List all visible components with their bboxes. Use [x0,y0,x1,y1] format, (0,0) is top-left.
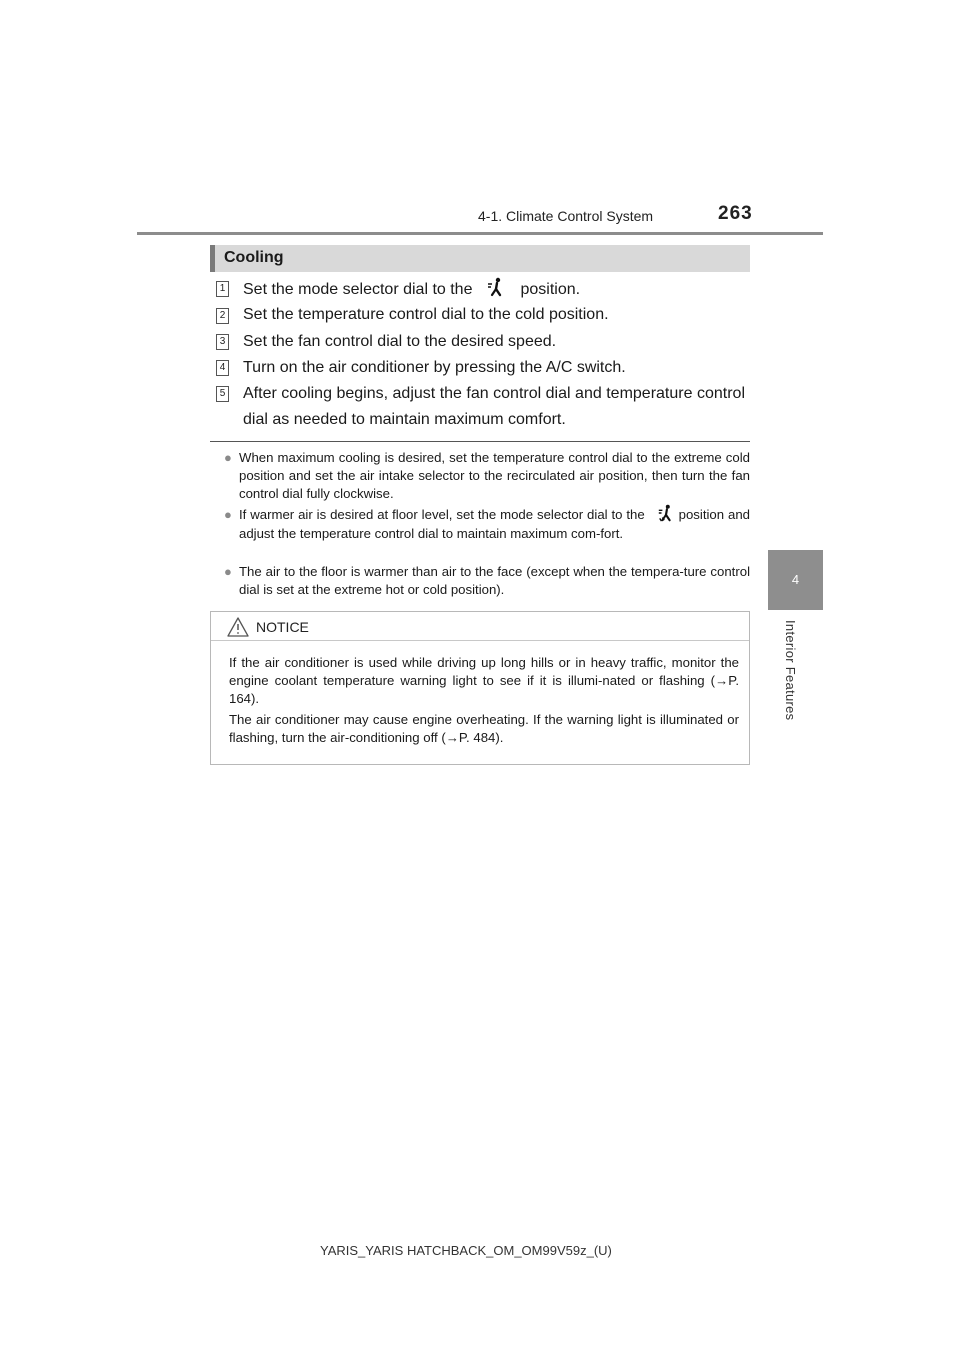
notice-box [210,611,750,765]
face-vent-icon [486,277,506,297]
chapter-label: Interior Features [783,620,798,721]
step-badge: 2 [216,308,229,324]
page-number: 263 [718,203,753,224]
notes-divider [210,441,750,442]
note-text: When maximum cooling is desired, set the temperature control dial to the extreme cold position and set the air intake selector to the recirculated air position, then turn the fan control dial fully clockwise. [239,450,750,501]
step-text-before: Set the mode selector dial to the [243,281,473,299]
document-code: YARIS_YARIS HATCHBACK_OM_OM99V59z_(U) [320,1243,612,1258]
step-badge: 5 [216,386,229,402]
chapter-number: 4 [791,572,800,587]
step-text-after: position. [520,281,581,299]
bullet: ● [224,507,232,522]
note-text-before: If warmer air is desired at floor level, set the mode selector dial to the [239,507,645,522]
note-item [224,506,750,543]
notice-paragraph: The air conditioner may cause engine overheating. If the warning light is illuminated or flashing, turn the air-conditioning off (→P. 484). [229,712,739,745]
bullet: ● [224,564,232,579]
notice-title: NOTICE [256,619,309,635]
note-item [224,563,750,599]
header-rule [137,232,823,235]
step-badge: 1 [216,281,229,297]
warning-triangle-icon [227,617,249,637]
notice-paragraph: If the air conditioner is used while driving up long hills or in heavy traffic, monitor the engine coolant temperature warning light to see if it is illumi-nated or flashing (→P. 164). [229,655,739,706]
note-text: The air to the floor is warmer than air to the face (except when the tempera-ture control dial is set at the extreme hot or cold position). [239,564,750,597]
notice-header [211,612,749,641]
note-item [224,449,750,503]
step-text: Set the temperature control dial to the cold position. [243,306,609,323]
section-title: 4-1. Climate Control System [478,208,654,224]
step-text [243,280,580,300]
step-badge: 3 [216,334,229,350]
step-text: Set the fan control dial to the desired speed. [243,333,557,350]
note-text [224,506,750,543]
section-heading: Cooling [224,249,284,266]
step-text: After cooling begins, adjust the fan control dial and temperature control dial as needed to maintain maximum comfort. [243,385,745,428]
section-heading-bar [210,245,750,272]
step-text: Turn on the air conditioner by pressing the A/C switch. [243,359,626,376]
note-text-after: position and adjust the temperature control dial to maintain maximum com-fort. [239,507,750,541]
bullet: ● [224,450,232,465]
step-badge: 4 [216,360,229,376]
face-floor-vent-icon [657,504,675,522]
chapter-tab [768,550,823,610]
